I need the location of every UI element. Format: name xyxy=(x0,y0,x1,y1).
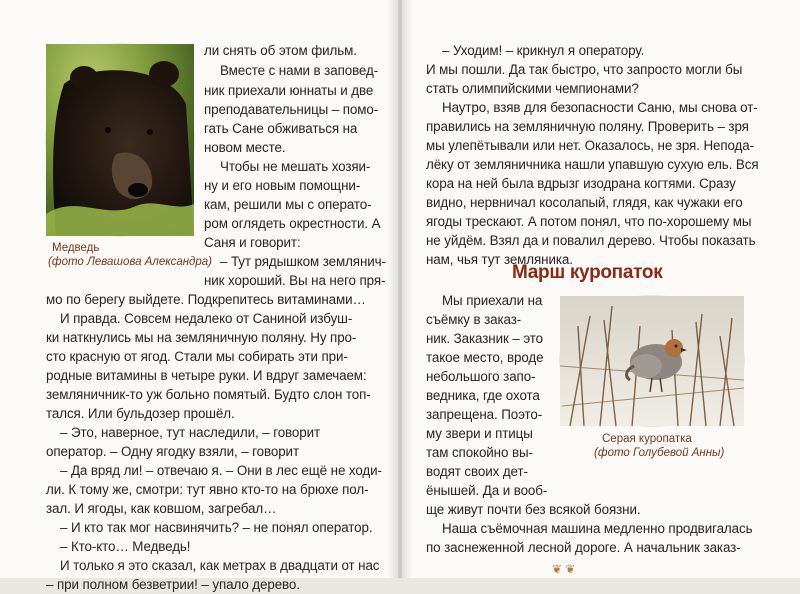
text-line: – Это, наверное, тут наследили, – говорит xyxy=(60,425,321,440)
text-line: мы улепётывали или нет. Оказалось, не зря. Непода- xyxy=(426,138,754,153)
text-line: Чтобы не мешать хозяи- xyxy=(220,159,371,174)
text-line: земляничник-то уж больно помятый. Будто слон топ- xyxy=(46,387,371,402)
text-line: – И кто так мог насвинячить? – не понял оператор. xyxy=(60,520,373,535)
text-line: ягоды трескают. А потом понял, что по-хорошему мы xyxy=(426,214,752,229)
text-line: – Кто-кто… Медведь! xyxy=(60,539,191,554)
text-line: ёнышей. Да и вооб- xyxy=(426,483,548,498)
text-line: съёмку в заказ- xyxy=(426,312,522,327)
text-line: – Тут рядышком землянич- xyxy=(220,254,386,269)
text-line: видно, нервничал косолапый, глядя, как чужаки его xyxy=(426,195,743,210)
text-line: ки наткнулись мы на земляничную поляну. Ну про- xyxy=(46,330,357,345)
right-page xyxy=(402,0,800,578)
text-line: И мы пошли. Да так быстро, что запросто могли бы xyxy=(426,62,743,77)
text-line: ник. Заказник – это xyxy=(426,331,543,346)
section-heading: Марш куропаток xyxy=(512,262,663,283)
text-line: ник хороший. Вы на него пря- xyxy=(204,273,386,288)
text-line: запрещена. Поэто- xyxy=(426,407,543,422)
text-line: ром оглядеть окрестности. А xyxy=(204,216,381,231)
page-ornament-right: ❦ ❦ xyxy=(552,562,576,576)
text-line: ли снять об этом фильм. xyxy=(204,43,357,58)
text-line: ведника, где охота xyxy=(426,388,540,403)
text-line: ще живут почти без всякой боязни. xyxy=(426,502,641,517)
text-line: не уйдём. Взял да и повалил дерево. Чтобы показать xyxy=(426,233,756,248)
text-line: такое место, вроде xyxy=(426,350,544,365)
text-line: мо по берегу выйдете. Подкрепитесь витаминами… xyxy=(46,292,366,307)
text-line: ник приехали юннаты и две xyxy=(204,83,374,98)
text-line: стать олимпийскими чемпионами? xyxy=(426,81,639,96)
text-line: Наша съёмочная машина медленно продвигалась xyxy=(442,521,753,536)
text-line: И только я это сказал, как метрах в двадцати от нас xyxy=(60,558,380,573)
text-line: преподавательницы – помо- xyxy=(204,102,379,117)
text-line: му звери и птицы xyxy=(426,426,533,441)
text-line: небольшого запо- xyxy=(426,369,536,384)
text-line: правились на земляничную поляну. Проверить – зря xyxy=(426,119,749,134)
bear-photo xyxy=(46,44,194,236)
text-line: ну и его новым помощни- xyxy=(204,178,361,193)
text-line: И правда. Совсем недалеко от Саниной избуш- xyxy=(60,311,353,326)
partridge-caption-title: Серая куропатка xyxy=(602,433,692,445)
text-line: кам, решили мы с операто- xyxy=(204,197,372,212)
text-line: тался. Или бульдозер прошёл. xyxy=(46,406,235,421)
partridge-photo xyxy=(560,296,744,426)
bear-caption-title: Медведь xyxy=(52,242,100,254)
text-line: оператор. – Одну ягодку взяли, – говорит xyxy=(46,444,299,459)
text-line: – Да вряд ли! – отвечаю я. – Они в лес ещё не ходи- xyxy=(60,463,382,478)
text-line: Наутро, взяв для безопасности Саню, мы снова от- xyxy=(442,100,758,115)
text-line: новом месте. xyxy=(204,140,286,155)
text-line: по заснеженной лесной дороге. А начальник заказ- xyxy=(426,540,741,555)
text-line: гать Сане обживаться на xyxy=(204,121,358,136)
partridge-caption-credit: (фото Голубевой Анны) xyxy=(594,447,725,459)
text-line: ли. К тому же, смотри: тут явно кто-то на брюхе пол- xyxy=(46,482,369,497)
book-gutter xyxy=(388,0,412,578)
text-line: Мы приехали на xyxy=(442,293,543,308)
text-line: – Уходим! – крикнул я оператору. xyxy=(442,43,645,58)
text-line: сто красную от ягод. Стали мы собирать эти при- xyxy=(46,349,348,364)
text-line: Вместе с нами в заповед- xyxy=(220,63,379,78)
text-line: водят своих дет- xyxy=(426,464,528,479)
text-line: нам, чья тут земляника. xyxy=(426,252,573,267)
text-line: кора на ней была вдрызг изодрана когтями. Сразу xyxy=(426,176,736,191)
text-line: лёку от земляничника нашли упавшую сухую ель. Вся xyxy=(426,157,759,172)
text-line: – при полном безветрии! – упало дерево. xyxy=(46,577,300,592)
text-line: родные витамины в четыре руки. И вдруг замечаем: xyxy=(46,368,367,383)
bear-caption-credit: (фото Левашова Александра) xyxy=(48,256,213,268)
text-line: там спокойно вы- xyxy=(426,445,533,460)
text-line: зал. И ягоды, как ковшом, загребал… xyxy=(46,501,277,516)
text-line: Саня и говорит: xyxy=(204,235,301,250)
left-page xyxy=(0,0,398,592)
